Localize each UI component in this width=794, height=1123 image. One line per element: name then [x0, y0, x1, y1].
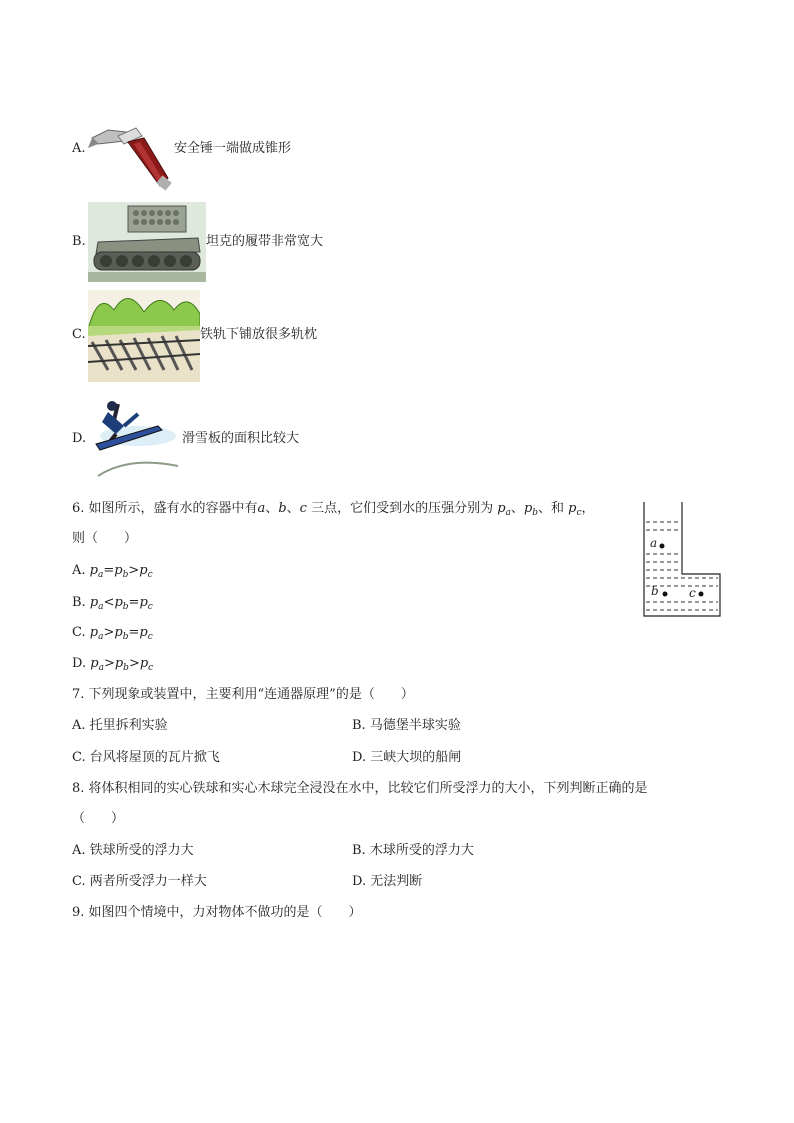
separator: 、	[510, 501, 524, 516]
question-6-stem	[72, 500, 595, 522]
pressure-pc: $p_c$	[568, 501, 582, 518]
q8-option-d: D. 无法判断	[352, 874, 423, 889]
q8-option-a: A. 铁球所受的浮力大	[72, 843, 194, 858]
option-text: 滑雪板的面积比较大	[182, 431, 300, 446]
question-8-paren: （ ）	[72, 811, 125, 826]
q8-option-b: B. 木球所受的浮力大	[352, 843, 474, 858]
pressure-pa: $p_a$	[497, 501, 511, 518]
stem-text: 6. 如图所示，盛有水的容器中有	[72, 501, 258, 516]
label-c: c	[689, 586, 696, 600]
q8-option-c: C. 两者所受浮力一样大	[72, 874, 207, 889]
option-letter: C.	[72, 327, 86, 342]
q6-option-c: C. $p_a>p_b=p_c$	[72, 625, 153, 642]
question-7-stem: 7. 下列现象或装置中，主要利用“连通器原理”的是（ ）	[72, 687, 414, 702]
question-6-line2: 则（ ）	[72, 531, 138, 546]
point-a: a	[257, 501, 266, 516]
pressure-pb: $p_b$	[523, 501, 539, 518]
option-letter: A.	[72, 141, 86, 156]
separator: 、	[265, 501, 279, 516]
q7-option-d: D. 三峡大坝的船闸	[352, 750, 462, 765]
q7-option-b: B. 马德堡半球实验	[352, 718, 461, 733]
option-text: 坦克的履带非常宽大	[206, 234, 324, 249]
railway-image	[88, 290, 200, 382]
option-letter: D.	[72, 431, 87, 446]
point-b: b	[278, 501, 287, 516]
stem-text: 三点，它们受到水的压强分别为	[306, 501, 498, 516]
q7-option-a: A. 托里拆利实验	[72, 718, 168, 733]
container-figure	[642, 500, 722, 618]
label-b: b	[651, 584, 659, 598]
snowboarder-image	[88, 396, 180, 480]
q7-option-c: C. 台风将屋顶的瓦片掀飞	[72, 750, 220, 765]
tank-image	[88, 202, 206, 282]
question-8-stem: 8. 将体积相同的实心铁球和实心木球完全浸没在水中，比较它们所受浮力的大小，下列判断正确的是	[72, 781, 648, 796]
q6-option-b: B. $p_a<p_b=p_c$	[72, 595, 153, 612]
q6-option-d: D. $p_a>p_b>p_c$	[72, 656, 154, 673]
q6-option-a: A. $p_a=p_b>p_c$	[72, 563, 153, 580]
stem-text: ，	[581, 501, 595, 516]
separator: 、	[286, 501, 300, 516]
stem-text: 、和	[538, 501, 569, 516]
option-letter: B.	[72, 234, 86, 249]
question-9-stem: 9. 如图四个情境中，力对物体不做功的是（ ）	[72, 905, 362, 920]
safety-hammer-image	[88, 108, 174, 192]
label-a: a	[650, 536, 658, 550]
option-text: 铁轨下铺放很多轨枕	[200, 327, 318, 342]
point-c: c	[299, 501, 307, 516]
option-text: 安全锤一端做成锥形	[174, 141, 292, 156]
